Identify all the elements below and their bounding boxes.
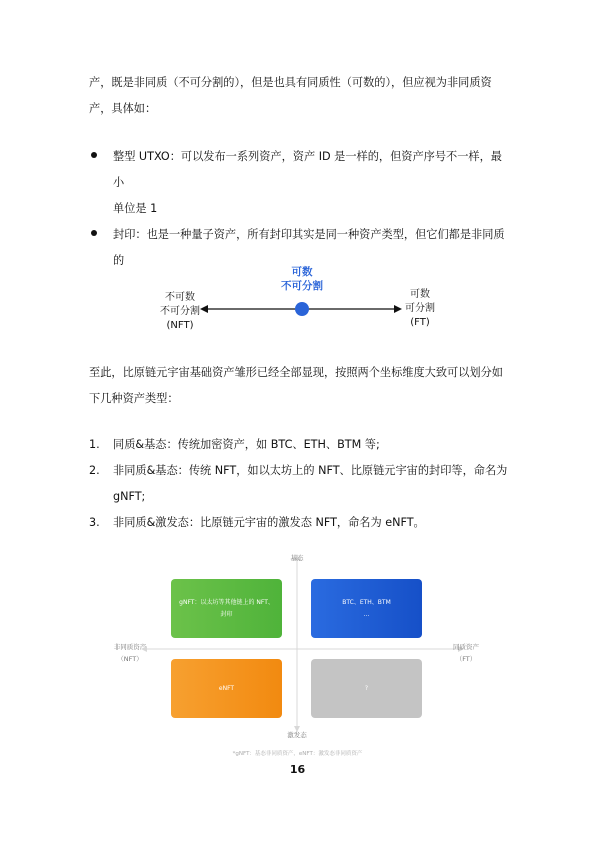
quadrant-top-label: 基态 — [290, 554, 304, 562]
arrow-right-icon — [394, 305, 402, 313]
intro-paragraph — [89, 70, 509, 122]
quadrant-box-text: ... — [363, 610, 370, 618]
axis-left-line: 不可分割 — [160, 306, 200, 317]
numbered-item — [89, 510, 509, 536]
summary-paragraph — [89, 360, 509, 412]
bullet-line: 单位是 1 — [113, 202, 158, 215]
quadrant-axes-svg — [0, 548, 595, 748]
axis-left-line: 不可数 — [165, 292, 195, 303]
quadrant-right-line: 同质资产 — [453, 643, 479, 651]
numbered-line: 非同质&基态：传统 NFT，如以太坊上的 NFT、比原链元宇宙的封印等，命名为 — [113, 464, 508, 477]
quadrant-left-line: （NFT） — [117, 655, 143, 663]
quadrant-bottom-label: 激发态 — [287, 731, 307, 739]
bullet-line: 的 — [113, 254, 125, 267]
numbered-marker: 2. — [89, 464, 100, 477]
bullet-item — [89, 144, 509, 222]
quadrant-right-line: （FT） — [455, 655, 477, 663]
quadrant-left-line: 非同质资产 — [113, 643, 147, 651]
axis-center-top: 可数 — [291, 266, 313, 278]
quadrant-box-enft — [171, 659, 282, 718]
numbered-list — [89, 432, 509, 536]
quadrant-left-label — [100, 641, 160, 665]
arrow-left-icon — [200, 305, 208, 313]
quadrant-box-text: eNFT — [218, 684, 235, 692]
quadrant-box-text: gNFT：以太坊等其他链上的 NFT、 — [179, 598, 274, 606]
axis-center-dot — [295, 302, 309, 316]
quadrant-box-text: BTC、ETH、BTM — [342, 598, 391, 606]
summary-line-1: 至此，比原链元宇宙基础资产雏形已经全部显现，按照两个坐标维度大致可以划分如 — [89, 366, 503, 379]
numbered-line: 同质&基态：传统加密资产，如 BTC、ETH、BTM 等; — [113, 438, 380, 451]
quadrant-box-ft — [311, 579, 422, 638]
axis-line-svg — [0, 255, 595, 345]
numbered-item — [89, 432, 509, 458]
axis-center-bottom: 不可分割 — [281, 280, 323, 292]
quadrant-footnote: *gNFT：基态非同质资产，eNFT：激发态非同质资产 — [232, 751, 363, 757]
bullet-dot-icon — [91, 152, 97, 158]
axis-right-line: 可数 — [410, 289, 430, 300]
axis-right-line: 可分割 — [405, 303, 435, 314]
numbered-line: 非同质&激发态：比原链元宇宙的激发态 NFT，命名为 eNFT。 — [113, 516, 425, 529]
intro-line-2: 产，具体如： — [89, 102, 157, 115]
bullet-line: 整型 UTXO：可以发布一系列资产，资产 ID 是一样的，但资产序号不一样，最小 — [113, 150, 502, 189]
intro-line-1: 产，既是非同质（不可分割的），但是也具有同质性（可数的），但应视为非同质资 — [89, 76, 492, 89]
quadrant-box-text: ? — [364, 684, 369, 692]
axis-right-line: (FT) — [410, 317, 430, 328]
numbered-line: gNFT; — [113, 490, 146, 503]
quadrant-right-label — [436, 641, 496, 665]
fungibility-axis-diagram — [0, 255, 595, 345]
summary-line-2: 下几种资产类型： — [89, 392, 179, 405]
quadrant-box-unknown — [311, 659, 422, 718]
numbered-marker: 3. — [89, 516, 100, 529]
numbered-item — [89, 458, 509, 510]
bullet-line: 封印：也是一种量子资产，所有封印其实是同一种资产类型，但它们都是非同质 — [113, 228, 505, 241]
axis-left-line: (NFT) — [166, 320, 194, 331]
quadrant-box-text: 封印 — [220, 610, 233, 618]
asset-quadrant-diagram — [0, 548, 595, 768]
quadrant-box-gnft — [171, 579, 282, 638]
numbered-marker: 1. — [89, 438, 100, 451]
page-number: 16 — [289, 763, 306, 776]
bullet-dot-icon — [91, 230, 97, 236]
